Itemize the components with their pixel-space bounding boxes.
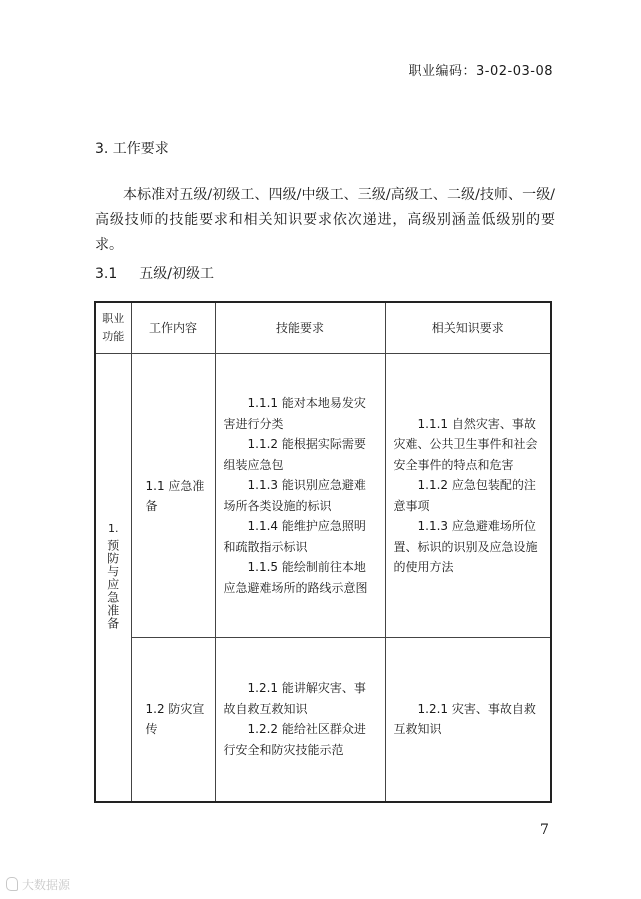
intro-paragraph: 本标准对五级/初级工、四级/中级工、三级/高级工、二级/技师、一级/高级技师的技能要求和相关知识要求依次递进，高级别涵盖低级别的要求。 bbox=[95, 187, 555, 253]
watermark bbox=[6, 876, 70, 893]
skill-item: 1.2.2 能给社区群众进行安全和防灾技能示范 bbox=[223, 722, 366, 757]
header-function: 职业 功能 bbox=[95, 302, 131, 354]
page-number: 7 bbox=[540, 822, 549, 838]
function-name: 预防与应急准备 bbox=[105, 538, 120, 630]
header-skills: 技能要求 bbox=[215, 302, 385, 354]
subsection-title: 五级/初级工 bbox=[139, 266, 214, 282]
knowledge-item: 1.1.2 应急包装配的注意事项 bbox=[393, 478, 536, 513]
table-header-row bbox=[95, 302, 551, 354]
section-title: 3. 工作要求 bbox=[95, 141, 169, 157]
skill-item: 1.1.5 能绘制前往本地应急避难场所的路线示意图 bbox=[223, 560, 368, 595]
skills-cell bbox=[215, 354, 385, 638]
work-content-cell: 1.1 应急准备 bbox=[131, 354, 215, 638]
knowledge-cell bbox=[385, 354, 551, 638]
watermark-text: 大数据源 bbox=[22, 878, 71, 892]
knowledge-item: 1.1.3 应急避难场所位置、标识的识别及应急设施的使用方法 bbox=[393, 519, 538, 574]
watermark-logo-icon bbox=[6, 877, 18, 891]
skills-cell bbox=[215, 638, 385, 802]
header-knowledge: 相关知识要求 bbox=[385, 302, 551, 354]
skill-item: 1.1.4 能维护应急照明和疏散指示标识 bbox=[223, 519, 366, 554]
subsection-number: 3.1 bbox=[95, 266, 118, 282]
skill-item: 1.1.3 能识别应急避难场所各类设施的标识 bbox=[223, 478, 366, 513]
function-cell bbox=[95, 354, 131, 802]
work-content-cell: 1.2 防灾宣传 bbox=[131, 638, 215, 802]
table-row bbox=[95, 638, 551, 802]
skill-item: 1.1.2 能根据实际需要组装应急包 bbox=[223, 437, 366, 472]
header-work-content: 工作内容 bbox=[131, 302, 215, 354]
table-row bbox=[95, 354, 551, 638]
knowledge-item: 1.1.1 自然灾害、事故灾难、公共卫生事件和社会安全事件的特点和危害 bbox=[393, 416, 538, 472]
subsection-heading bbox=[95, 263, 214, 283]
skill-item: 1.1.1 能对本地易发灾害进行分类 bbox=[223, 396, 366, 431]
knowledge-item: 1.2.1 灾害、事故自救互救知识 bbox=[393, 701, 536, 737]
knowledge-cell bbox=[385, 638, 551, 802]
function-number: 1. bbox=[108, 521, 119, 535]
requirements-table bbox=[94, 301, 552, 803]
skill-item: 1.2.1 能讲解灾害、事故自救互救知识 bbox=[223, 681, 366, 716]
occupation-code: 职业编码：3-02-03-08 bbox=[408, 64, 553, 79]
